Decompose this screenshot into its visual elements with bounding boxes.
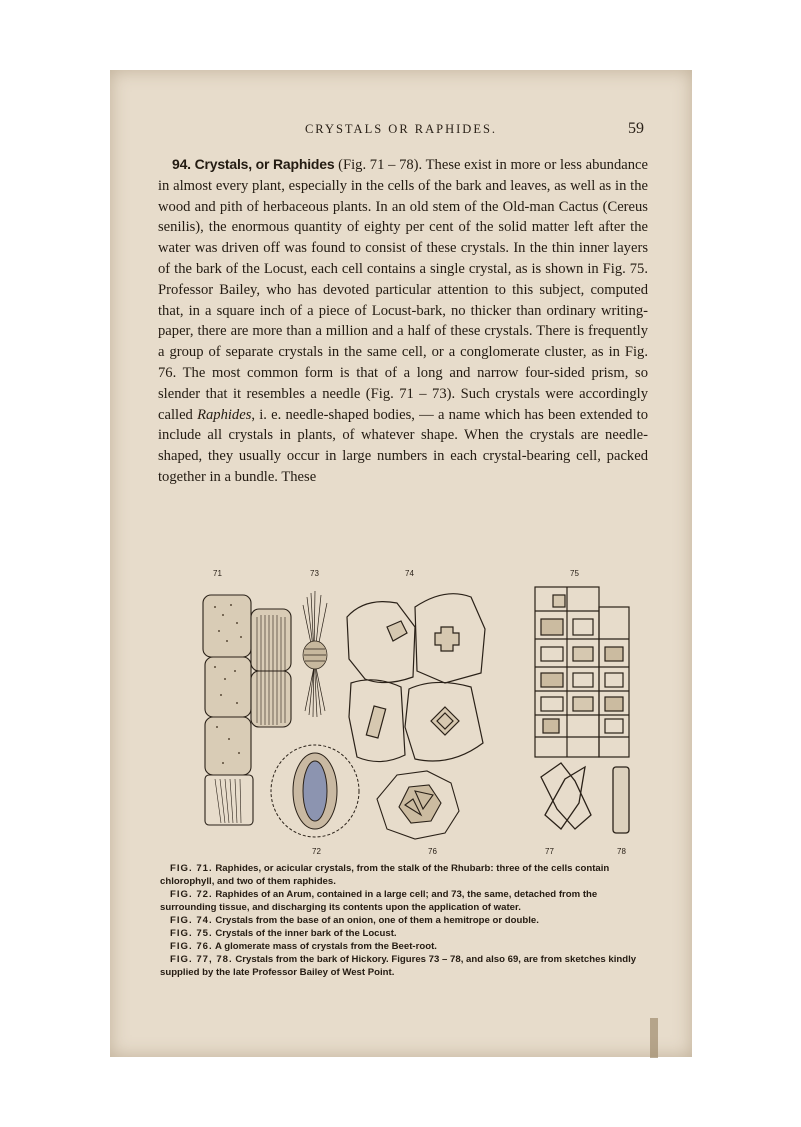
figure-label-74: 74 bbox=[405, 569, 414, 578]
figure-76-glomerate-mass bbox=[377, 771, 459, 839]
caption-label: FIG. 72. bbox=[170, 889, 213, 900]
caption-text: A glomerate mass of crystals from the Beet-root. bbox=[212, 941, 437, 952]
caption-fig-76 bbox=[160, 940, 652, 953]
paragraph bbox=[158, 154, 648, 488]
caption-fig-71 bbox=[160, 862, 652, 888]
figure-77-78-hickory-crystals bbox=[541, 763, 629, 833]
page-header bbox=[158, 122, 644, 142]
caption-text: Crystals from the bark of Hickory. Figures 73 – 78, and also 69, are from sketches kindly supplied by the late Professor Bailey of West Point. bbox=[160, 954, 637, 978]
body-text bbox=[158, 154, 648, 488]
caption-label: FIG. 75. bbox=[170, 928, 213, 939]
caption-label: FIG. 77, 78. bbox=[170, 954, 233, 965]
figure-74-onion-cells bbox=[347, 594, 485, 762]
figure-73-raphides-bundle bbox=[303, 591, 327, 717]
caption-label: FIG. 71. bbox=[170, 863, 213, 874]
crystal-illustrations bbox=[165, 567, 645, 859]
figure-72-arum-cell bbox=[271, 745, 359, 837]
figure-label-73: 73 bbox=[310, 569, 319, 578]
caption-label: FIG. 76. bbox=[170, 941, 213, 952]
figure-label-76: 76 bbox=[428, 847, 437, 856]
caption-fig-72 bbox=[160, 888, 652, 914]
page-number: 59 bbox=[628, 120, 644, 137]
paragraph-text-continued: , i. e. needle-shaped bodies, — a name which has been extended to include all crystals in plants, of whatever shape. When the crystals are needle-shaped, they usually occur in large numbers in each crystal-bearing cell, packed together in a bundle. These bbox=[158, 406, 648, 485]
caption-text: Crystals of the inner bark of the Locust. bbox=[212, 928, 397, 939]
figure-captions bbox=[160, 862, 652, 979]
figure-label-75: 75 bbox=[570, 569, 579, 578]
paragraph-text: These exist in more or less abundance in almost every plant, especially in the cells of the bark and leaves, as well as in the wood and pith of herbaceous plants. In an old stem of the Old-man Cactus (Cereus senilis), the enormous quantity of eighty per cent of the solid matter left after the water was driven off was found to consist of these crystals. In the thin inner layers of the bark of the Locust, each cell contains a single crystal, as is shown in Fig. 75. Professor Bailey, who has devoted particular attention to this subject, computed that, in a square inch of a piece of Locust-bark, no thicker than ordinary writing-paper, there are more than a million and a half of these crystals. There is frequently a group of separate crystals in the same cell, or a conglomerate cluster, as in Fig. 76. The most common form is that of a long and narrow four-sided prism, so slender that it resembles a needle (Fig. 71 – 73). Such crystals were accordingly called bbox=[158, 157, 649, 423]
caption-fig-74 bbox=[160, 914, 652, 927]
figure-label-77: 77 bbox=[545, 847, 554, 856]
caption-text: Raphides, or acicular crystals, from the stalk of the Rhubarb: three of the cells contain chlorophyll, and two of them raphides. bbox=[160, 863, 610, 887]
caption-text: Crystals from the base of an onion, one of them a hemitrope or double. bbox=[212, 915, 539, 926]
caption-text: Raphides of an Arum, contained in a large cell; and 73, the same, detached from the surrounding tissue, and discharging its contents upon the application of water. bbox=[160, 889, 598, 913]
page-edge-mark bbox=[650, 1018, 658, 1058]
figure-reference: (Fig. 71 – 78). bbox=[334, 157, 423, 173]
caption-fig-77-78 bbox=[160, 953, 652, 979]
figure-label-78: 78 bbox=[617, 847, 626, 856]
figure-75-locust-bark bbox=[535, 587, 629, 757]
running-head: CRYSTALS OR RAPHIDES. bbox=[304, 122, 498, 136]
book-page bbox=[110, 70, 692, 1057]
figure-plate bbox=[165, 567, 645, 859]
caption-label: FIG. 74. bbox=[170, 915, 213, 926]
caption-fig-75 bbox=[160, 927, 652, 940]
figure-71-cells bbox=[203, 595, 291, 825]
figure-label-72: 72 bbox=[312, 847, 321, 856]
figure-label-71: 71 bbox=[213, 569, 222, 578]
italic-term: Raphides bbox=[197, 406, 252, 423]
section-heading: 94. Crystals, or Raphides bbox=[172, 156, 335, 172]
